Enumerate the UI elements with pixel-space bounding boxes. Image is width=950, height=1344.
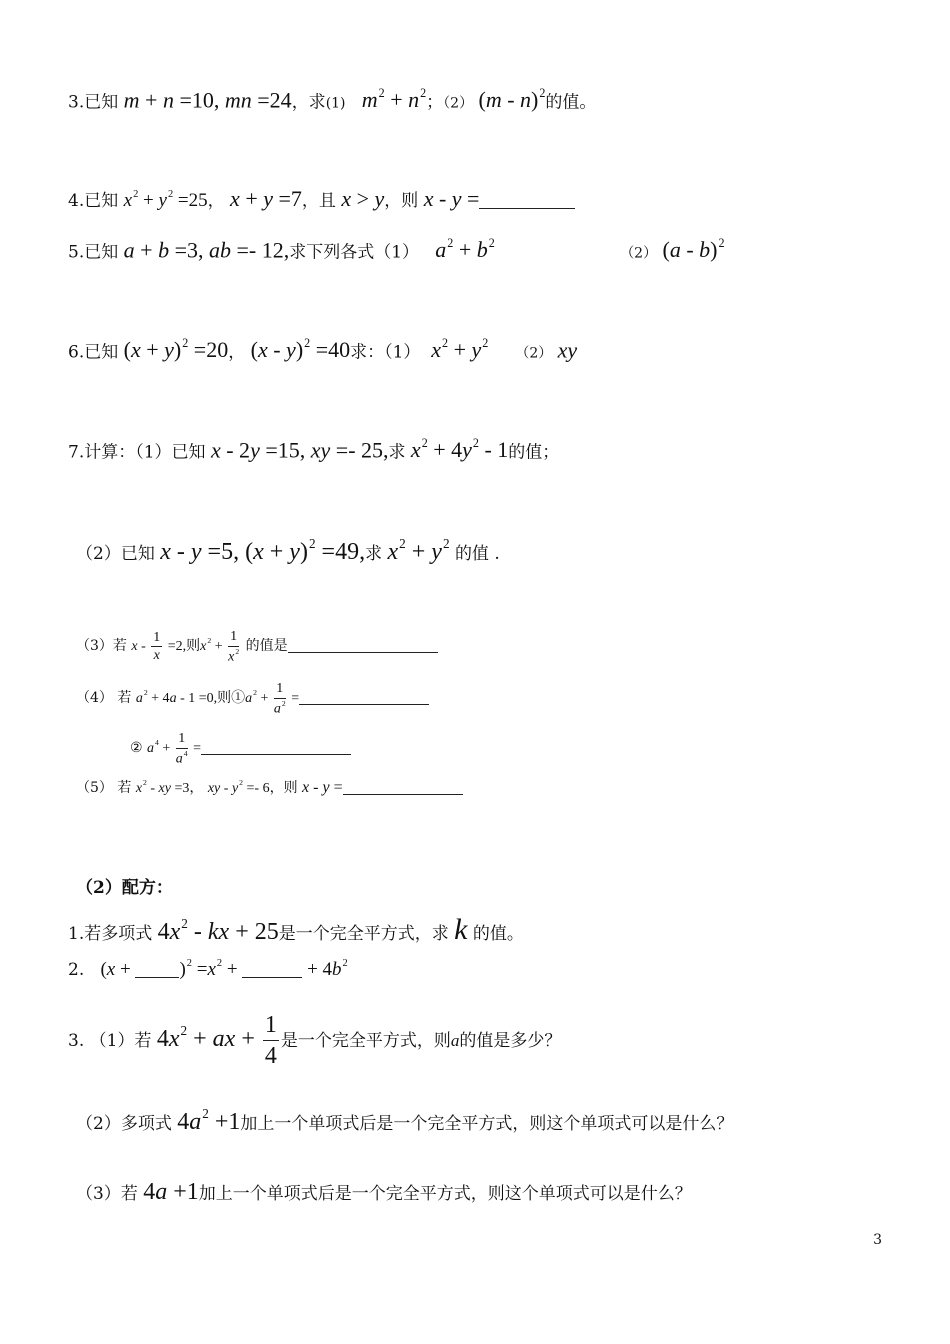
problem-2: 2. $(x + )^2 =x^2$ + + $4b^2$ xyxy=(68,958,348,980)
q7-number: 7. xyxy=(68,442,85,463)
q3-expr2: (m - n)$^2$ xyxy=(478,86,546,113)
q4-number: 4. xyxy=(68,191,85,211)
page-number: 3 xyxy=(873,1232,882,1248)
answer-blank[interactable] xyxy=(343,780,463,795)
q3-number: 3. xyxy=(68,92,85,113)
question-7-4-2: ② $a^4$ + $\frac{1}{a^4}$ = xyxy=(130,730,351,768)
question-5: 5.已知 a + b =3, ab =- 12,求下列各式（1） $a^2 + b^2$ （2） (a - b)$^2$ xyxy=(68,236,725,263)
problem-1: 1.若多项式 $4x^2$ - kx + 25是一个完全平方式，求 k 的值。 xyxy=(68,913,524,946)
question-4: 4.已知 $x^2 + y^2 =25$， x + y =7，且 x > y，则 x - y = xyxy=(68,186,575,213)
question-6: 6.已知 $(x + y)^2 =20$， (x - y)$^2$ =40求：（1） $x^2 + y^2$ （2） xy xyxy=(68,336,578,363)
answer-blank[interactable] xyxy=(299,690,429,705)
q5-number: 5. xyxy=(68,242,85,263)
q3-given: m + n =10, mn =24 xyxy=(123,87,292,113)
q3-expr1: $m^2 + n^2$ xyxy=(361,86,427,113)
answer-blank[interactable] xyxy=(135,958,179,978)
question-7-4: （4） 若 $a^2 + 4a - 1 =0$,则$①a^2$ + $\frac{1}{a^2}$ = xyxy=(76,680,429,718)
question-7-5: （5） 若 $x^2$ - xy =3， xy - $y^2 =- 6$，则 x - y = xyxy=(76,778,463,798)
problem-3: 3. （1）若 $4x^2$ + ax + $\frac{1}{4}$ 是一个完全平方式，则a的值是多少？ xyxy=(68,1012,562,1069)
section-heading: （2）配方： xyxy=(76,878,173,898)
answer-blank[interactable] xyxy=(201,740,351,755)
problem-3-2: （2）多项式 $4a^2 +1$加上一个单项式后是一个完全平方式，则这个单项式可以是什么？ xyxy=(76,1106,734,1136)
question-7-3: （3）若 x - $\frac{1}{x}$ =2,则$x^2$ + $\frac{1}{x^2}$ 的值是 xyxy=(76,628,438,666)
question-3: 3.已知 m + n =10, mn =24，求(1) $m^2 + n^2$；（2） (m - n)$^2$的值。 xyxy=(68,86,597,113)
answer-blank[interactable] xyxy=(242,958,302,978)
question-7: 7.计算：（1）已知 x - 2y =15, xy =- 25,求 $x^2 + 4y^2 - 1$的值； xyxy=(68,436,560,463)
answer-blank[interactable] xyxy=(479,191,575,209)
question-7-2: （2）已知 x - y =5, $(x + y)^2 =49$,求 $x^2 + y^2$ 的值 . xyxy=(76,536,500,566)
answer-blank[interactable] xyxy=(288,638,438,653)
problem-3-3: （3）若 4a +1加上一个单项式后是一个完全平方式，则这个单项式可以是什么？ xyxy=(76,1179,692,1205)
q6-number: 6. xyxy=(68,342,85,363)
